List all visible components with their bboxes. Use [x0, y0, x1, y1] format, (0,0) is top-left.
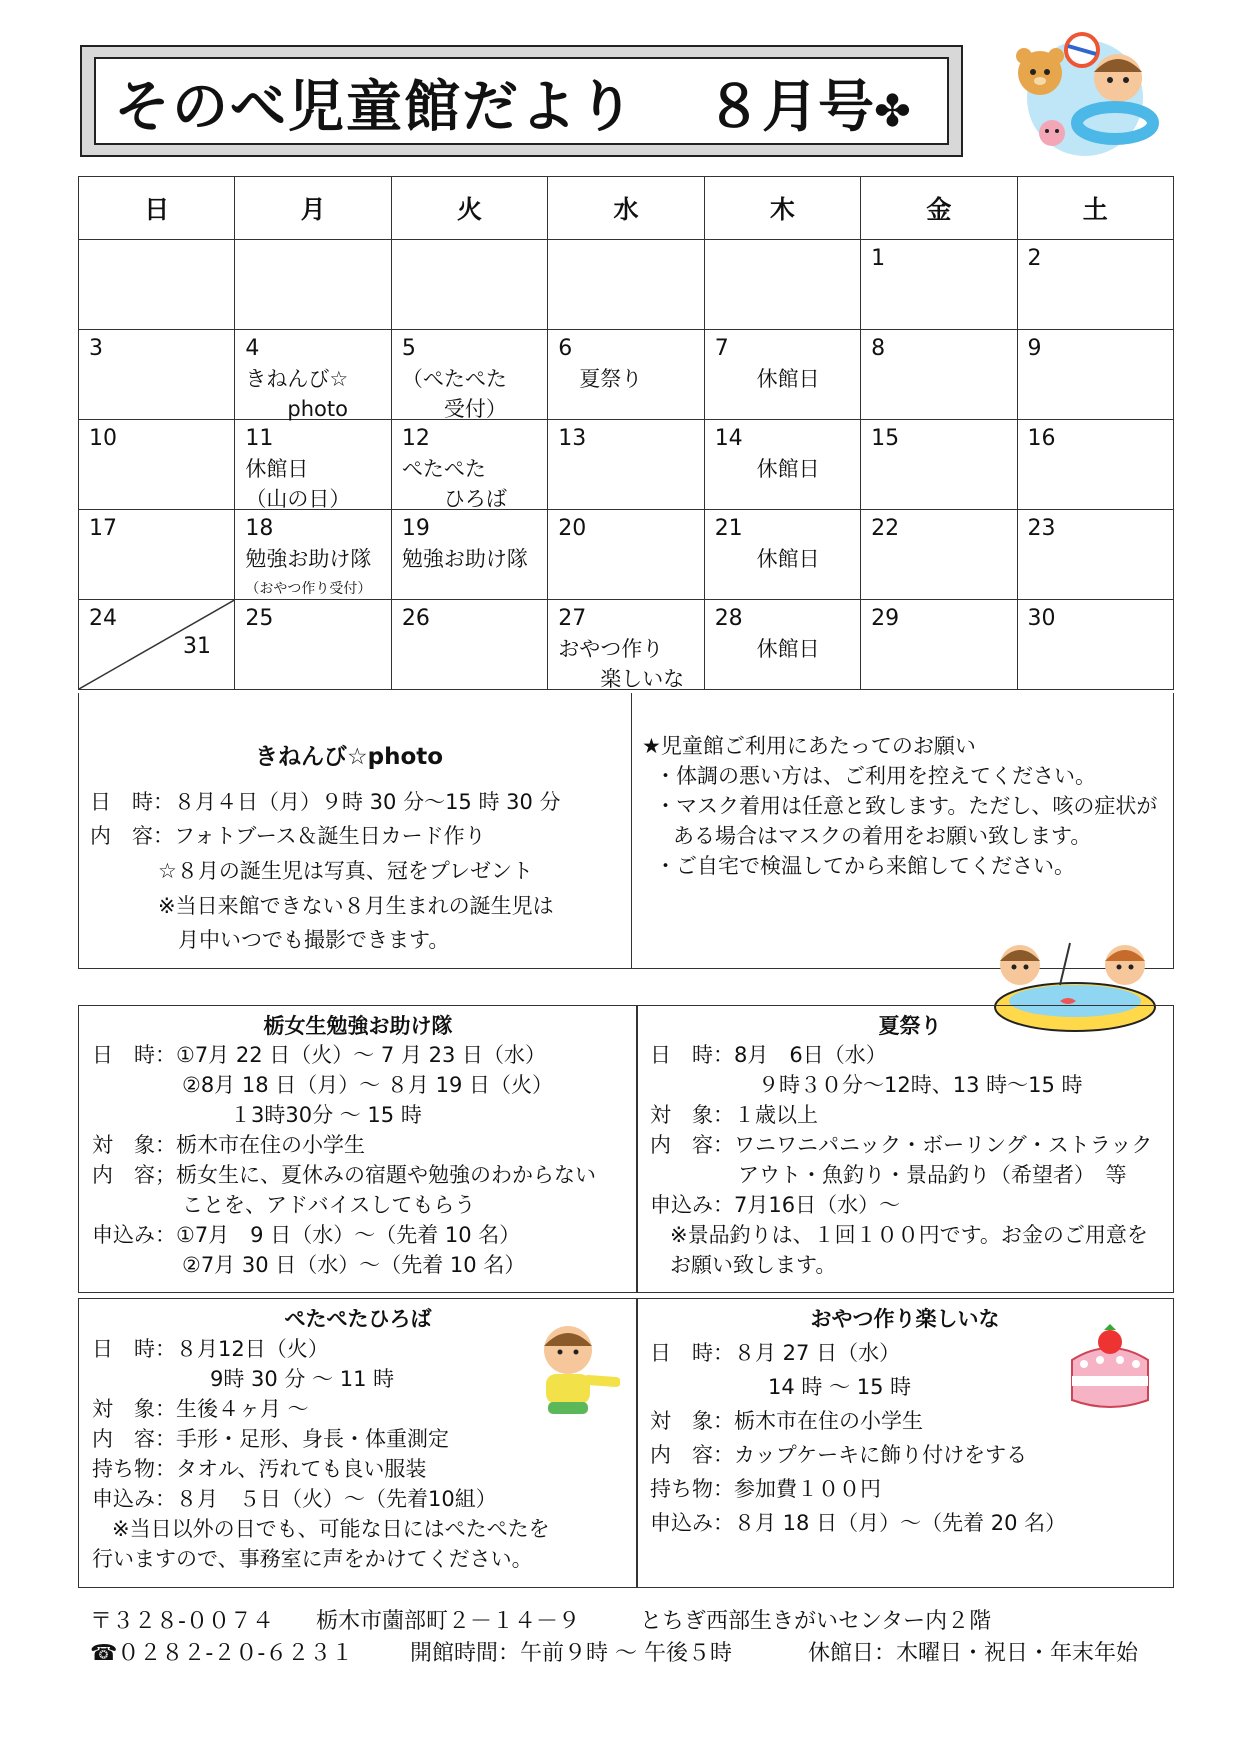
- day-event: [715, 454, 820, 484]
- calendar-week-row: [79, 330, 1174, 420]
- kinenbi-note-1: ☆８月の誕生児は写真、冠をプレゼント: [158, 859, 533, 883]
- day-number: 18: [245, 516, 274, 541]
- petapeta-line: 9時 30 分 ～ 11 時: [210, 1367, 395, 1391]
- weekday-header: 月: [235, 177, 391, 240]
- day-event: [715, 364, 820, 394]
- calendar-week-row: [79, 510, 1174, 600]
- notice-heading: ★児童館ご利用にあたってのお願い: [642, 734, 976, 758]
- footer-hours: 開館時間：午前９時 ～ 午後５時: [410, 1641, 732, 1666]
- natsumatsuri-line: ９時３０分～12時、13 時～15 時: [758, 1073, 1083, 1097]
- day-event: [715, 544, 820, 574]
- day-event-line: 休館日: [714, 637, 820, 661]
- weekday-header: 木: [704, 177, 860, 240]
- calendar-day-cell: [235, 330, 391, 420]
- footer-address: 栃木市薗部町２－１４－９: [316, 1609, 581, 1634]
- calendar-week-row: [79, 600, 1174, 690]
- benkyo-title: 栃女生勉強お助け隊: [263, 1014, 453, 1038]
- benkyo-line: ②8月 18 日（月）～ ８月 19 日（火）: [182, 1073, 554, 1097]
- day-number: 13: [558, 426, 587, 451]
- benkyo-line: 内 容；栃女生に、夏休みの宿題や勉強のわからない: [92, 1163, 596, 1187]
- benkyo-line: ②7月 30 日（水）～（先着 10 名）: [182, 1253, 526, 1277]
- day-number: 30: [1027, 606, 1056, 631]
- day-event-line: 休館日: [714, 367, 820, 391]
- calendar-day-cell: [548, 510, 704, 600]
- calendar-day-cell: [391, 510, 547, 600]
- petapeta-line: 日 時：８月12日（火）: [92, 1337, 329, 1361]
- calendar-day-cell: [79, 600, 235, 690]
- kinenbi-title: きねんび☆photo: [255, 744, 444, 770]
- day-number: 15: [871, 426, 900, 451]
- calendar-day-cell: [79, 240, 235, 330]
- footer-tel: ☎０２８２-２０-６２３１: [90, 1641, 354, 1666]
- day-number: 23: [1027, 516, 1056, 541]
- day-number: 14: [714, 426, 743, 451]
- day-number: 21: [714, 516, 743, 541]
- benkyo-line: 日 時：①7月 22 日（火）～ 7 月 23 日（水）: [92, 1043, 547, 1067]
- day-event-line: おやつ作り: [558, 637, 664, 661]
- calendar-week-row: [79, 420, 1174, 510]
- calendar-day-cell: [704, 510, 860, 600]
- oyatsu-line: 持ち物：参加費１００円: [650, 1477, 881, 1501]
- benkyo-line: １3時30分 ～ 15 時: [230, 1103, 422, 1127]
- calendar-table: [78, 176, 1174, 690]
- footer-postal: 〒３２８-００７４: [90, 1609, 274, 1634]
- oyatsu-line: 対 象：栃木市在住の小学生: [650, 1409, 923, 1433]
- calendar-day-cell: [235, 600, 391, 690]
- petapeta-title: ぺたぺたひろば: [284, 1307, 432, 1331]
- day-number: 5: [401, 336, 416, 361]
- day-number: 17: [89, 516, 117, 541]
- calendar-day-cell: [548, 600, 704, 690]
- calendar-day-cell: [235, 240, 391, 330]
- day-event-line: ひろば: [401, 487, 507, 511]
- split-day-diagonal: [79, 600, 234, 689]
- petapeta-line: 持ち物：タオル、汚れても良い服装: [92, 1457, 427, 1481]
- day-event-line: 休館日: [714, 457, 820, 481]
- day-event-line: （おやつ作り受付）: [245, 581, 372, 597]
- petapeta-line: 申込み：８月 ５日（火）～（先着10組）: [92, 1487, 497, 1511]
- day-event-line: 勉強お助け隊: [401, 547, 528, 571]
- day-number: 22: [871, 516, 900, 541]
- title-plaque-inner: [94, 57, 949, 145]
- calendar-day-cell: [704, 420, 860, 510]
- day-event-line: 休館日: [714, 547, 820, 571]
- day-number: 29: [871, 606, 900, 631]
- natsumatsuri-title: 夏祭り: [878, 1014, 942, 1038]
- day-event-line: 勉強お助け隊: [245, 547, 372, 571]
- day-number: 12: [401, 426, 430, 451]
- day-number-second: 31: [183, 634, 211, 659]
- calendar-day-cell: [391, 330, 547, 420]
- calendar-day-cell: [1017, 420, 1173, 510]
- day-event-line: ぺたぺた: [401, 457, 486, 481]
- weekday-header: 金: [861, 177, 1017, 240]
- notice-item: ・マスク着用は任意と致します。ただし、咳の症状が: [655, 794, 1158, 818]
- calendar-day-cell: [79, 420, 235, 510]
- petapeta-line: 対 象：生後４ヶ月 ～: [92, 1397, 309, 1421]
- issue-label: [706, 63, 911, 143]
- day-event: [402, 364, 507, 424]
- kinenbi-content: 内 容：フォトブース＆誕生日カード作り: [90, 824, 486, 848]
- calendar-day-cell: [1017, 510, 1173, 600]
- calendar-day-cell: [235, 510, 391, 600]
- calendar-day-cell: [79, 510, 235, 600]
- kinenbi-note-3: 月中いつでも撮影できます。: [178, 928, 450, 952]
- day-event: [245, 364, 348, 424]
- day-number: 2: [1027, 246, 1042, 271]
- footer-closed: 休館日：木曜日・祝日・年末年始: [808, 1641, 1139, 1666]
- natsumatsuri-line: 申込み：7月16日（水）～: [650, 1193, 901, 1217]
- oyatsu-line: 日 時：８月 27 日（水）: [650, 1341, 901, 1365]
- day-number: 1: [871, 246, 886, 271]
- day-number: 8: [871, 336, 886, 361]
- day-number: 28: [714, 606, 743, 631]
- day-number: 7: [714, 336, 729, 361]
- petapeta-line: ※当日以外の日でも、可能な日にはぺたぺたを: [112, 1517, 550, 1541]
- calendar-day-cell: [235, 420, 391, 510]
- weekday-header: 土: [1017, 177, 1173, 240]
- natsumatsuri-line: お願い致します。: [670, 1253, 837, 1277]
- natsumatsuri-line: 内 容：ワニワニパニック・ボーリング・ストラック: [650, 1133, 1153, 1157]
- calendar-weekday-row: [79, 177, 1174, 240]
- info-divider: [631, 693, 632, 969]
- kinenbi-note-2: ※当日来館できない８月生まれの誕生児は: [158, 894, 554, 918]
- day-number: 24: [89, 606, 117, 631]
- benkyo-line: 対 象：栃木市在住の小学生: [92, 1133, 365, 1157]
- notice-item: ある場合はマスクの着用をお願い致します。: [673, 824, 1092, 848]
- footer-center: とちぎ西部生きがいセンター内２階: [640, 1609, 992, 1634]
- day-event: [245, 454, 350, 514]
- calendar-day-cell: [391, 600, 547, 690]
- day-number: 19: [401, 516, 430, 541]
- weekday-header: 火: [391, 177, 547, 240]
- calendar-day-cell: [704, 600, 860, 690]
- day-event-line: （ぺたぺた: [401, 367, 507, 391]
- day-event-line: 夏祭り: [558, 367, 643, 391]
- calendar-day-cell: [704, 330, 860, 420]
- day-number: 26: [401, 606, 430, 631]
- day-event: [558, 634, 684, 694]
- oyatsu-line: 申込み：８月 18 日（月）～（先着 20 名）: [650, 1511, 1067, 1535]
- natsumatsuri-line: ※景品釣りは、１回１００円です。お金のご用意を: [670, 1223, 1148, 1247]
- calendar-week-row: [79, 240, 1174, 330]
- day-number: 16: [1027, 426, 1056, 451]
- day-number: 20: [558, 516, 587, 541]
- calendar-day-cell: [1017, 330, 1173, 420]
- petapeta-line: 行いますので、事務室に声をかけてください。: [92, 1547, 533, 1571]
- notice-item: ・体調の悪い方は、ご利用を控えてください。: [655, 764, 1096, 788]
- calendar-day-cell: [861, 420, 1017, 510]
- day-event: [245, 544, 371, 604]
- oyatsu-line: 内 容：カップケーキに飾り付けをする: [650, 1443, 1028, 1467]
- day-number: 25: [245, 606, 274, 631]
- calendar-day-cell: [548, 330, 704, 420]
- title-plaque: [80, 45, 963, 157]
- issue-month: ８月号: [706, 75, 874, 140]
- notice-item: ・ご自宅で検温してから来館してください。: [655, 854, 1075, 878]
- day-event-line: きねんび☆: [245, 367, 349, 391]
- day-event-line: （山の日）: [245, 487, 351, 511]
- calendar-day-cell: [1017, 600, 1173, 690]
- weekday-header: 水: [548, 177, 704, 240]
- day-event: [558, 364, 642, 394]
- petapeta-line: 内 容：手形・足形、身長・体重測定: [92, 1427, 449, 1451]
- oyatsu-line: 14 時 ～ 15 時: [768, 1375, 912, 1399]
- child-illustration: [530, 1320, 620, 1420]
- day-number: 3: [89, 336, 103, 361]
- weekday-header: 日: [79, 177, 235, 240]
- day-number: 27: [558, 606, 587, 631]
- calendar-day-cell: [391, 420, 547, 510]
- day-number: 11: [245, 426, 274, 451]
- calendar-day-cell: [391, 240, 547, 330]
- day-event: [715, 634, 820, 664]
- page-title: そのべ児童館だより: [114, 75, 636, 140]
- day-number: 6: [558, 336, 573, 361]
- calendar-day-cell: [861, 510, 1017, 600]
- calendar-day-cell: [548, 240, 704, 330]
- day-number: 4: [245, 336, 260, 361]
- natsumatsuri-line: 日 時：8月 6日（水）: [650, 1043, 887, 1067]
- day-number: 10: [89, 426, 117, 451]
- day-event: [402, 454, 507, 514]
- calendar-day-cell: [861, 240, 1017, 330]
- clover-icon: ✤: [874, 86, 911, 137]
- oyatsu-title: おやつ作り楽しいな: [810, 1307, 1000, 1331]
- calendar-day-cell: [861, 330, 1017, 420]
- day-event: [402, 544, 528, 574]
- natsumatsuri-line: 対 象：１歳以上: [650, 1103, 818, 1127]
- day-event-line: 休館日: [245, 457, 309, 481]
- calendar-day-cell: [861, 600, 1017, 690]
- day-event-line: 楽しいな: [558, 667, 685, 691]
- cake-illustration: [1060, 1320, 1160, 1420]
- calendar-day-cell: [704, 240, 860, 330]
- calendar-day-cell: [548, 420, 704, 510]
- summer-kids-illustration: [1010, 28, 1160, 158]
- day-number: 9: [1027, 336, 1042, 361]
- kinenbi-datetime: 日 時：８月４日（月）９時 30 分～15 時 30 分: [90, 790, 561, 814]
- benkyo-line: 申込み：①7月 9 日（水）～（先着 10 名）: [92, 1223, 521, 1247]
- calendar-day-cell: [79, 330, 235, 420]
- natsumatsuri-line: アウト・魚釣り・景品釣り（希望者） 等: [738, 1163, 1127, 1187]
- day-event-line: 受付）: [401, 397, 507, 421]
- benkyo-line: ことを、アドバイスしてもらう: [182, 1193, 476, 1217]
- calendar-day-cell: [1017, 240, 1173, 330]
- day-event-line: photo: [245, 397, 348, 421]
